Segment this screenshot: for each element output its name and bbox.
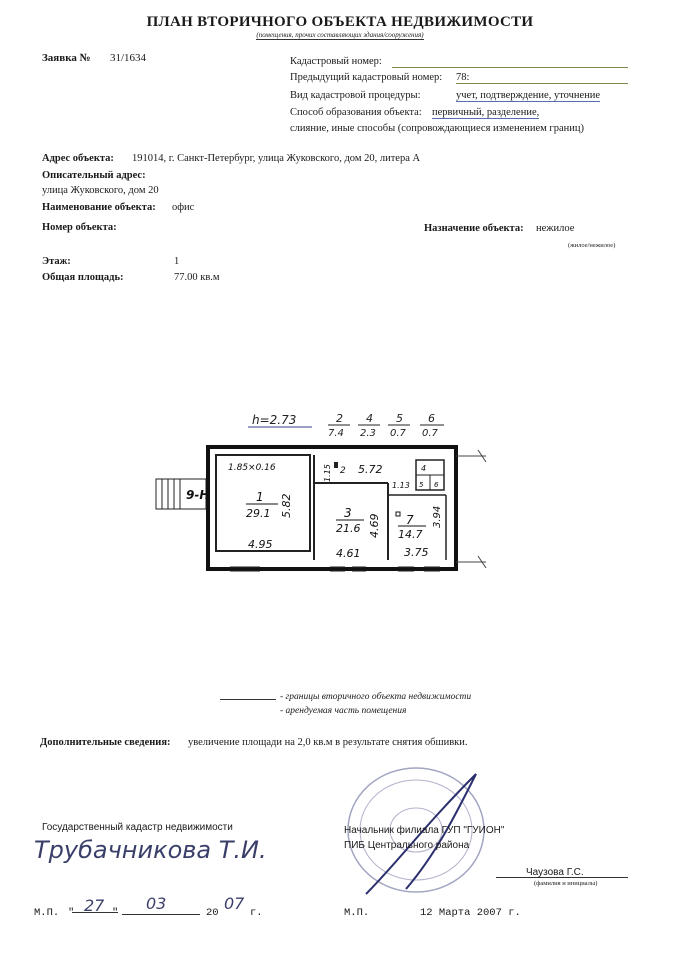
application-number: 31/1634 — [110, 52, 147, 64]
room-4-label: 4 — [421, 464, 427, 473]
document-title: ПЛАН ВТОРИЧНОГО ОБЪЕКТА НЕДВИЖИМОСТИ — [146, 14, 534, 30]
subtitle-text: (помещения, прочих составляющих здания/сооружения) — [256, 31, 424, 39]
room-1-num: 1 — [256, 490, 264, 504]
room-2 — [323, 463, 383, 482]
desc-address-value: улица Жуковского, дом 20 — [42, 185, 159, 196]
procedure-values — [456, 90, 600, 101]
year-prefix: 20 — [206, 907, 219, 919]
prev-cadastral-value: 78: — [456, 72, 628, 84]
floor-value: 1 — [174, 256, 180, 267]
area-value: 77.00 кв.м — [174, 272, 220, 283]
room-7-depth: 3.94 — [432, 505, 443, 528]
plan-height-label: h=2.73 — [252, 413, 297, 427]
room-2-length: 5.72 — [358, 463, 383, 476]
additional-label: Дополнительные сведения: — [40, 737, 171, 748]
header-room-6-num: 6 — [428, 412, 435, 425]
right-name: Чаузова Г.С. — [526, 867, 584, 878]
date-month: 03 — [146, 894, 167, 913]
floor-label: Этаж: — [42, 256, 71, 267]
right-date: 12 Марта 2007 г. — [420, 907, 521, 919]
room-1-area: 29.1 — [246, 507, 271, 520]
purpose-value: нежилое — [536, 223, 575, 234]
room-5-label: 5 — [419, 481, 424, 489]
purpose-label: Назначение объекта: — [424, 223, 524, 234]
object-number-label: Номер объекта: — [42, 222, 117, 233]
entrance-label: 9-Н — [186, 488, 210, 502]
header-room-4-area: 2.3 — [360, 428, 376, 439]
room-7 — [396, 506, 443, 559]
legend-item-1: - границы вторичного объекта недвижимости — [280, 692, 472, 702]
method-label: Способ образования объекта: — [290, 107, 422, 118]
left-signature-title: Государственный кадастр недвижимости — [42, 822, 233, 833]
object-name-label: Наименование объекта: — [42, 202, 156, 213]
object-name-value: офис — [172, 202, 195, 213]
right-title-line2: ПИБ Центрального района — [344, 840, 470, 851]
procedure-label: Вид кадастровой процедуры: — [290, 90, 421, 101]
day-close-quote: " — [112, 907, 119, 919]
header-room-5-num: 5 — [396, 412, 403, 425]
room-7-num: 7 — [406, 513, 414, 527]
left-handwritten-signature: Трубачникова Т.И. — [34, 836, 267, 864]
day-open-quote: " — [68, 907, 75, 919]
left-mp-label: М.П. — [34, 907, 60, 919]
desc-address-label: Описательный адрес: — [42, 170, 146, 181]
header-room-2-num: 2 — [336, 412, 343, 425]
header-room-2-area: 7.4 — [328, 428, 344, 439]
purpose-note: (жилое/нежилое) — [568, 242, 616, 249]
cadastral-number-value — [392, 56, 628, 68]
document-subtitle — [0, 31, 680, 39]
right-title-line1: Начальник филиала ГУП "ГУИОН" — [344, 825, 505, 836]
application-label: Заявка № — [42, 52, 91, 64]
legend-item-2: - арендуемая часть помещения — [280, 706, 407, 716]
room-3-area: 21.6 — [336, 522, 361, 535]
room-3-depth: 4.69 — [368, 513, 381, 538]
method-values-line1-text: первичный, разделение, — [432, 107, 540, 118]
room-3-width: 4.61 — [336, 547, 361, 560]
header-room-6-area: 0.7 — [422, 428, 438, 439]
plan-dim-113: 1.13 — [392, 481, 410, 490]
room-3 — [336, 506, 381, 560]
room-3-num: 3 — [344, 506, 352, 520]
plan-dim-185: 1.85×0.16 — [228, 463, 276, 473]
address-label: Адрес объекта: — [42, 153, 114, 164]
area-label: Общая площадь: — [42, 272, 124, 283]
room-2-num: 2 — [340, 466, 346, 476]
method-values-line2: слияние, иные способы (сопровождающиеся изменением границ) — [290, 123, 584, 134]
additional-value: увеличение площади на 2,0 кв.м в результате снятия обшивки. — [188, 737, 468, 748]
method-values-line1 — [432, 107, 539, 118]
legend-line-solid — [220, 699, 276, 700]
right-mp-label: М.П. — [344, 907, 370, 919]
room-1 — [246, 490, 293, 551]
room-7-width: 3.75 — [404, 546, 429, 559]
cadastral-number-label: Кадастровый номер: — [290, 56, 382, 67]
room-1-depth: 5.82 — [280, 493, 293, 518]
right-name-note: (фамилия и инициалы) — [534, 880, 598, 887]
procedure-values-text: учет, подтверждение, уточнение — [456, 90, 601, 101]
year-suffix: 07 — [224, 894, 245, 913]
month-underline — [122, 914, 200, 915]
rooms-header — [328, 412, 444, 439]
header-room-4-num: 4 — [366, 412, 373, 425]
right-name-underline — [496, 877, 628, 878]
address-value: 191014, г. Санкт-Петербург, улица Жуковского, дом 20, литера А — [132, 153, 421, 164]
room-1-width: 4.95 — [248, 538, 273, 551]
room-7-area: 14.7 — [398, 528, 423, 541]
header-room-5-area: 0.7 — [390, 428, 406, 439]
room-6-label: 6 — [434, 481, 439, 489]
room-2-side: 1.15 — [323, 464, 332, 482]
entrance-stairs — [156, 479, 209, 509]
floor-plan — [0, 400, 680, 590]
prev-cadastral-label: Предыдущий кадастровый номер: — [290, 72, 443, 83]
date-day: 27 — [84, 896, 105, 915]
year-end: г. — [250, 907, 263, 919]
